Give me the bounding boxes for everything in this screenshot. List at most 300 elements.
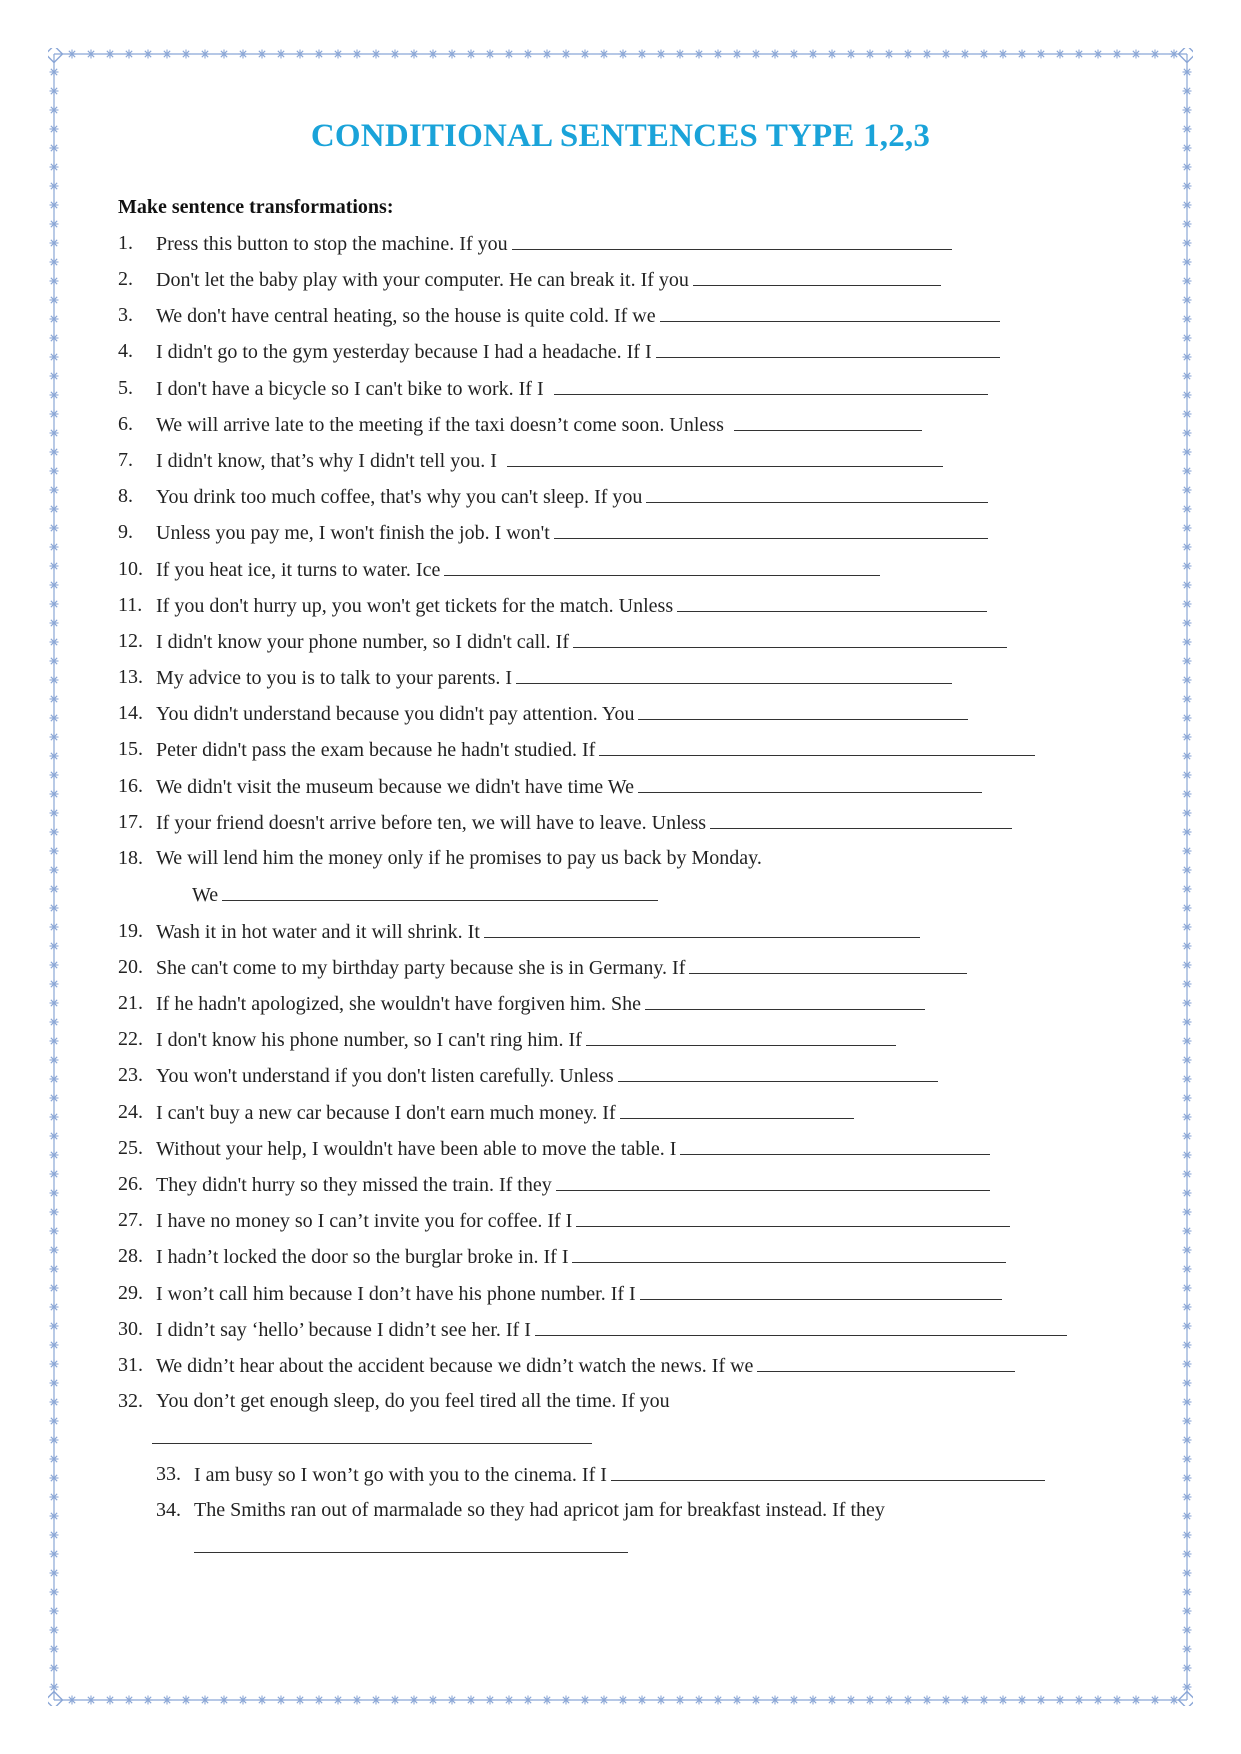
ornament-icon (1183, 790, 1192, 799)
ornament-icon (353, 50, 362, 59)
ornament-icon (50, 1550, 59, 1559)
ornament-icon (1183, 866, 1192, 875)
ornament-icon (752, 1696, 761, 1705)
ornament-icon (239, 50, 248, 59)
ornament-icon (50, 733, 59, 742)
item-number: 23. (118, 1064, 143, 1086)
ornament-icon (68, 50, 77, 59)
item-number: 9. (118, 521, 133, 543)
item-text: I didn't know your phone number, so I didn't call. If (156, 631, 569, 653)
ornament-icon (50, 1398, 59, 1407)
answer-blank[interactable] (484, 919, 920, 938)
answer-blank[interactable] (638, 774, 982, 793)
ornament-icon (125, 50, 134, 59)
item-text: My advice to you is to talk to your parents. I (156, 667, 513, 689)
ornament-icon (600, 1696, 609, 1705)
item-text: I didn't go to the gym yesterday because I had a headache. If I (156, 341, 652, 363)
item-number: 6. (118, 413, 133, 435)
ornament-icon (866, 1696, 875, 1705)
ornament-icon (334, 50, 343, 59)
ornament-icon (1183, 372, 1192, 381)
ornament-icon (50, 828, 59, 837)
answer-blank[interactable] (646, 484, 988, 503)
ornament-icon (334, 1696, 343, 1705)
ornament-icon (1183, 505, 1192, 514)
ornament-icon (315, 1696, 324, 1705)
ornament-icon (50, 1284, 59, 1293)
answer-blank[interactable] (757, 1353, 1015, 1372)
item-number: 22. (118, 1028, 143, 1050)
ornament-icon (1113, 1696, 1122, 1705)
item-text: I don't know his phone number, so I can't ring him. If (156, 1029, 582, 1051)
ornament-icon (50, 695, 59, 704)
ornament-icon (505, 1696, 514, 1705)
item-text: I didn't know, that’s why I didn't tell you. I (156, 450, 497, 472)
ornament-icon (1183, 1379, 1192, 1388)
ornament-icon (1183, 87, 1192, 96)
ornament-icon (543, 1696, 552, 1705)
item-number: 26. (118, 1173, 143, 1195)
item-number: 2. (118, 268, 133, 290)
ornament-icon (999, 1696, 1008, 1705)
ornament-icon (961, 50, 970, 59)
ornament-icon (1018, 50, 1027, 59)
item-number: 27. (118, 1209, 143, 1231)
ornament-icon (1183, 410, 1192, 419)
ornament-icon (923, 1696, 932, 1705)
ornament-icon (1183, 1037, 1192, 1046)
answer-blank[interactable] (689, 955, 967, 974)
ornament-icon (1183, 277, 1192, 286)
ornament-icon (50, 87, 59, 96)
ornament-icon (1183, 1607, 1192, 1616)
answer-blank[interactable] (660, 303, 1000, 322)
corner-ornament-icon (48, 48, 62, 62)
ornament-icon (1183, 486, 1192, 495)
ornament-icon (866, 50, 875, 59)
ornament-icon (1183, 1493, 1192, 1502)
ornament-icon (50, 1493, 59, 1502)
item-number: 20. (118, 956, 143, 978)
ornament-icon (50, 334, 59, 343)
ornament-icon (50, 904, 59, 913)
ornament-icon (50, 448, 59, 457)
ornament-icon (1183, 1531, 1192, 1540)
ornament-icon (809, 1696, 818, 1705)
answer-blank[interactable] (573, 629, 1007, 648)
ornament-icon (1183, 258, 1192, 267)
ornament-icon (1183, 1512, 1192, 1521)
item-number: 33. (156, 1463, 181, 1485)
page-title: CONDITIONAL SENTENCES TYPE 1,2,3 (310, 118, 931, 154)
ornament-icon (315, 50, 324, 59)
ornament-icon (1183, 1227, 1192, 1236)
answer-blank[interactable] (599, 737, 1035, 756)
answer-blank[interactable] (693, 267, 941, 286)
item-number: 12. (118, 630, 143, 652)
ornament-icon (942, 1696, 951, 1705)
ornament-icon (1183, 752, 1192, 761)
ornament-border-icon (48, 48, 1193, 1706)
corner-ornament-icon (48, 1692, 62, 1706)
ornament-icon (50, 619, 59, 628)
item-number: 28. (118, 1245, 143, 1267)
ornament-icon (182, 50, 191, 59)
ornament-icon (50, 885, 59, 894)
ornament-icon (50, 182, 59, 191)
ornament-icon (828, 50, 837, 59)
ornament-icon (771, 1696, 780, 1705)
answer-blank[interactable] (645, 991, 925, 1010)
ornament-icon (1183, 334, 1192, 343)
item-number: 13. (118, 666, 143, 688)
ornament-icon (372, 50, 381, 59)
ornament-icon (1183, 163, 1192, 172)
ornament-icon (1075, 50, 1084, 59)
ornament-icon (676, 50, 685, 59)
ornament-icon (50, 410, 59, 419)
item-number: 8. (118, 485, 133, 507)
answer-blank[interactable] (507, 448, 943, 467)
ornament-icon (1183, 220, 1192, 229)
ornament-icon (771, 50, 780, 59)
ornament-icon (50, 68, 59, 77)
ornament-icon (410, 1696, 419, 1705)
answer-blank[interactable] (554, 520, 988, 539)
ornament-icon (50, 1246, 59, 1255)
ornament-icon (1132, 50, 1141, 59)
ornament-icon (1183, 1132, 1192, 1141)
ornament-icon (1183, 657, 1192, 666)
ornament-icon (1183, 106, 1192, 115)
item-text: If you don't hurry up, you won't get tickets for the match. Unless (156, 595, 674, 617)
ornament-icon (1183, 1436, 1192, 1445)
item-text: You won't understand if you don't listen carefully. Unless (156, 1065, 614, 1087)
ornament-icon (50, 1189, 59, 1198)
ornament-icon (676, 1696, 685, 1705)
item-text: Peter didn't pass the exam because he hadn't studied. If (156, 739, 596, 761)
ornament-icon (182, 1696, 191, 1705)
ornament-icon (1183, 315, 1192, 324)
item-text: If he hadn't apologized, she wouldn't have forgiven him. She (156, 993, 642, 1015)
ornament-icon (1094, 50, 1103, 59)
ornament-icon (581, 1696, 590, 1705)
ornament-icon (1183, 1569, 1192, 1578)
ornament-icon (619, 50, 628, 59)
ornament-icon (448, 50, 457, 59)
item-number: 31. (118, 1354, 143, 1376)
corner-ornament-icon (1179, 1692, 1193, 1706)
item-number: 24. (118, 1101, 143, 1123)
ornament-icon (1183, 353, 1192, 362)
item-number: 1. (118, 232, 133, 254)
ornament-icon (50, 1265, 59, 1274)
ornament-icon (790, 50, 799, 59)
ornament-icon (50, 524, 59, 533)
ornament-icon (448, 1696, 457, 1705)
ornament-icon (638, 1696, 647, 1705)
ornament-icon (1183, 1018, 1192, 1027)
ornament-icon (1183, 68, 1192, 77)
ornament-icon (847, 50, 856, 59)
ornament-icon (50, 980, 59, 989)
ornament-icon (885, 50, 894, 59)
instruction-heading: Make sentence transformations: (118, 196, 394, 218)
item-text: Wash it in hot water and it will shrink. It (156, 921, 480, 943)
ornament-icon (486, 50, 495, 59)
ornament-icon (638, 50, 647, 59)
ornament-icon (50, 600, 59, 609)
ornament-icon (50, 1151, 59, 1160)
ornament-icon (562, 1696, 571, 1705)
ornament-icon (50, 201, 59, 210)
ornament-icon (1183, 467, 1192, 476)
answer-blank[interactable] (680, 1136, 990, 1155)
ornament-icon (106, 50, 115, 59)
ornament-icon (1183, 1151, 1192, 1160)
ornament-icon (50, 1303, 59, 1312)
item-number: 18. (118, 847, 143, 869)
ornament-icon (1151, 50, 1160, 59)
ornament-icon (1183, 448, 1192, 457)
ornament-icon (1037, 50, 1046, 59)
ornament-icon (600, 50, 609, 59)
ornament-icon (1170, 50, 1179, 59)
ornament-icon (50, 1227, 59, 1236)
ornament-icon (1183, 1113, 1192, 1122)
ornament-icon (50, 106, 59, 115)
item-text: You don’t get enough sleep, do you feel tired all the time. If you (156, 1390, 670, 1412)
answer-blank[interactable] (638, 701, 968, 720)
ornament-icon (695, 50, 704, 59)
ornament-icon (258, 1696, 267, 1705)
answer-blank[interactable] (222, 882, 658, 901)
ornament-icon (50, 1094, 59, 1103)
item-text: I hadn’t locked the door so the burglar broke in. If I (156, 1246, 569, 1268)
ornament-icon (619, 1696, 628, 1705)
item-number: 3. (118, 304, 133, 326)
answer-blank[interactable] (554, 376, 988, 395)
ornament-icon (50, 1664, 59, 1673)
ornament-icon (50, 391, 59, 400)
item-number: 19. (118, 920, 143, 942)
ornament-icon (1183, 999, 1192, 1008)
ornament-icon (1183, 562, 1192, 571)
ornament-icon (50, 1170, 59, 1179)
ornament-icon (1183, 543, 1192, 552)
ornament-icon (410, 50, 419, 59)
answer-blank[interactable] (535, 1317, 1067, 1336)
ornament-icon (50, 1588, 59, 1597)
ornament-icon (942, 50, 951, 59)
item-text: They didn't hurry so they missed the train. If they (156, 1174, 552, 1196)
ornament-icon (1183, 923, 1192, 932)
item-number: 4. (118, 340, 133, 362)
ornament-icon (923, 50, 932, 59)
ornament-icon (50, 1569, 59, 1578)
ornament-icon (50, 790, 59, 799)
ornament-icon (1183, 885, 1192, 894)
ornament-icon (50, 847, 59, 856)
ornament-icon (847, 1696, 856, 1705)
answer-blank[interactable] (444, 557, 880, 576)
ornament-icon (50, 1018, 59, 1027)
item-number: 14. (118, 702, 143, 724)
ornament-icon (239, 1696, 248, 1705)
ornament-icon (68, 1696, 77, 1705)
answer-blank[interactable] (512, 231, 952, 250)
ornament-icon (50, 1474, 59, 1483)
ornament-icon (733, 50, 742, 59)
ornament-icon (1183, 695, 1192, 704)
answer-blank[interactable] (618, 1063, 938, 1082)
answer-blank[interactable] (656, 339, 1000, 358)
ornament-icon (1170, 1696, 1179, 1705)
item-text: We don't have central heating, so the house is quite cold. If we (156, 305, 656, 327)
ornament-icon (277, 50, 286, 59)
ornament-icon (50, 809, 59, 818)
ornament-icon (50, 353, 59, 362)
ornament-icon (1056, 1696, 1065, 1705)
answer-blank[interactable] (586, 1027, 896, 1046)
ornament-icon (50, 372, 59, 381)
ornament-icon (1183, 600, 1192, 609)
item-text: I won’t call him because I don’t have his phone number. If I (156, 1283, 636, 1305)
item-text: We didn’t hear about the accident because we didn’t watch the news. If we (156, 1355, 754, 1377)
item-number: 10. (118, 558, 143, 580)
ornament-icon (429, 1696, 438, 1705)
ornament-icon (1183, 980, 1192, 989)
ornament-icon (1183, 771, 1192, 780)
ornament-icon (1183, 638, 1192, 647)
answer-blank[interactable] (572, 1244, 1006, 1263)
decorative-border (48, 48, 1193, 1706)
ornament-icon (50, 1683, 59, 1692)
ornament-icon (1037, 1696, 1046, 1705)
ornament-icon (1183, 201, 1192, 210)
ornament-icon (1183, 1645, 1192, 1654)
ornament-icon (885, 1696, 894, 1705)
item-number: 7. (118, 449, 133, 471)
ornament-icon (1183, 1550, 1192, 1559)
ornament-icon (50, 1436, 59, 1445)
ornament-icon (50, 1512, 59, 1521)
item-text: The Smiths ran out of marmalade so they had apricot jam for breakfast instead. If they (194, 1499, 885, 1521)
ornament-icon (1183, 1284, 1192, 1293)
ornament-icon (277, 1696, 286, 1705)
ornament-icon (695, 1696, 704, 1705)
item-number: 15. (118, 738, 143, 760)
ornament-icon (50, 1208, 59, 1217)
ornament-icon (1183, 1588, 1192, 1597)
answer-blank[interactable] (556, 1172, 990, 1191)
ornament-icon (50, 1075, 59, 1084)
answer-blank[interactable] (710, 810, 1012, 829)
ornament-icon (50, 657, 59, 666)
item-number: 21. (118, 992, 143, 1014)
answer-blank[interactable] (152, 1425, 592, 1444)
ornament-icon (50, 1626, 59, 1635)
ornament-icon (220, 1696, 229, 1705)
ornament-icon (1183, 847, 1192, 856)
ornament-icon (50, 961, 59, 970)
ornament-icon (429, 50, 438, 59)
answer-blank[interactable] (620, 1100, 854, 1119)
ornament-icon (467, 50, 476, 59)
ornament-icon (201, 1696, 210, 1705)
ornament-icon (961, 1696, 970, 1705)
ornament-icon (163, 1696, 172, 1705)
ornament-icon (1183, 391, 1192, 400)
ornament-icon (657, 50, 666, 59)
ornament-icon (353, 1696, 362, 1705)
ornament-icon (752, 50, 761, 59)
ornament-icon (562, 50, 571, 59)
ornament-icon (1183, 1664, 1192, 1673)
ornament-icon (391, 50, 400, 59)
answer-blank[interactable] (576, 1208, 1010, 1227)
ornament-icon (1183, 239, 1192, 248)
ornament-icon (50, 277, 59, 286)
item-text: Without your help, I wouldn't have been able to move the table. I (156, 1138, 677, 1160)
ornament-icon (50, 543, 59, 552)
ornament-icon (144, 50, 153, 59)
answer-blank[interactable] (677, 593, 987, 612)
ornament-icon (1183, 1455, 1192, 1464)
answer-blank[interactable] (516, 665, 952, 684)
ornament-icon (999, 50, 1008, 59)
ornament-icon (87, 1696, 96, 1705)
ornament-icon (714, 50, 723, 59)
ornament-icon (1183, 676, 1192, 685)
item-text: I can't buy a new car because I don't earn much money. If (156, 1102, 616, 1124)
ornament-icon (1183, 1208, 1192, 1217)
ornament-icon (1183, 961, 1192, 970)
ornament-icon (50, 429, 59, 438)
answer-blank[interactable] (734, 412, 922, 431)
ornament-icon (163, 50, 172, 59)
ornament-icon (50, 505, 59, 514)
answer-blank[interactable] (194, 1534, 628, 1553)
ornament-icon (1183, 296, 1192, 305)
ornament-icon (50, 999, 59, 1008)
ornament-icon (1183, 1170, 1192, 1179)
ornament-icon (50, 1607, 59, 1616)
answer-blank[interactable] (640, 1281, 1002, 1300)
ornament-icon (50, 942, 59, 951)
ornament-icon (1183, 182, 1192, 191)
ornament-icon (50, 1056, 59, 1065)
ornament-icon (144, 1696, 153, 1705)
item-text: We will arrive late to the meeting if the taxi doesn’t come soon. Unless (156, 414, 724, 436)
ornament-icon (50, 1455, 59, 1464)
ornament-icon (296, 1696, 305, 1705)
ornament-icon (50, 258, 59, 267)
ornament-icon (50, 752, 59, 761)
ornament-icon (125, 1696, 134, 1705)
ornament-icon (50, 1113, 59, 1122)
ornament-icon (657, 1696, 666, 1705)
item-number: 5. (118, 377, 133, 399)
ornament-icon (50, 581, 59, 590)
item-text: If you heat ice, it turns to water. Ice (156, 559, 441, 581)
ornament-icon (87, 50, 96, 59)
answer-blank[interactable] (611, 1462, 1045, 1481)
ornament-icon (50, 714, 59, 723)
ornament-icon (1183, 904, 1192, 913)
item-text: We didn't visit the museum because we didn't have time We (156, 776, 634, 798)
ornament-icon (1132, 1696, 1141, 1705)
